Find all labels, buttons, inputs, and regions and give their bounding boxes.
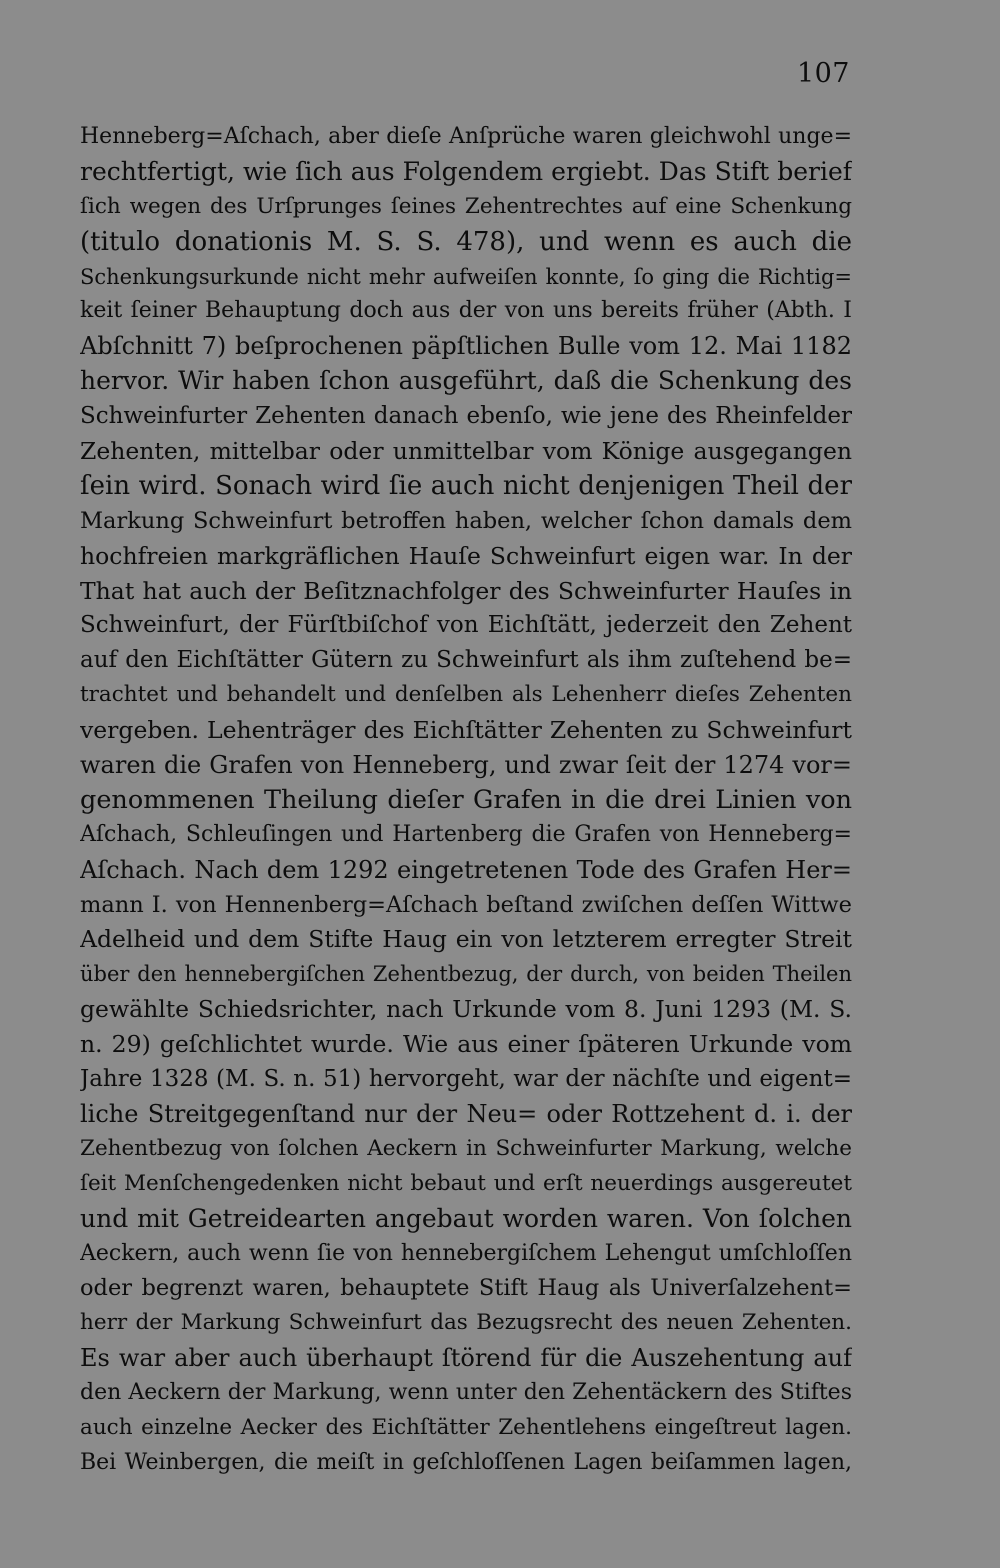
text-line: Jahre 1328 (M. S. n. 51) hervorgeht, war der nächſte und eigent= (80, 1066, 852, 1093)
text-line: Aſchach, Schleuſingen und Hartenberg die Grafen von Henneberg= (80, 821, 852, 847)
text-line: und mit Getreidearten angebaut worden waren. Von ſolchen (80, 1203, 852, 1233)
text-line: That hat auch der Beſitznachfolger des Schweinfurter Hauſes in (80, 576, 852, 605)
text-line: hervor. Wir haben ſchon ausgeführt, daß die Schenkung des (80, 366, 852, 396)
text-line: auf den Eichſtätter Gütern zu Schweinfurt als ihm zuſtehend be= (80, 647, 852, 674)
text-line: Zehentbezug von ſolchen Aeckern in Schweinfurter Markung, welche (80, 1135, 852, 1161)
text-line: über den hennebergiſchen Zehentbezug, der durch, von beiden Theilen (80, 962, 852, 987)
text-line: rechtfertigt, wie ſich aus Folgendem ergiebt. Das Stift berief (80, 156, 852, 186)
text-line: vergeben. Lehenträger des Eichſtätter Zehenten zu Schweinfurt (80, 716, 852, 745)
text-line: gewählte Schiedsrichter, nach Urkunde vom 8. Juni 1293 (M. S. (80, 995, 852, 1024)
text-line: oder begrenzt waren, behauptete Stift Haug als Univerſalzehent= (80, 1275, 852, 1302)
text-line: waren die Grafen von Henneberg, und zwar ſeit der 1274 vor= (80, 751, 852, 780)
text-line: ſeit Menſchengedenken nicht bebaut und erſt neuerdings ausgereutet (80, 1170, 852, 1196)
text-line: genommenen Theilung dieſer Grafen in die drei Linien von (80, 784, 852, 815)
text-line: keit ſeiner Behauptung doch aus der von uns bereits früher (Abth. I (80, 298, 852, 324)
text-line: Es war aber auch überhaupt ſtörend für die Auszehentung auf (80, 1344, 852, 1373)
text-line: auch einzelne Aecker des Eichſtätter Zehentlehens eingeſtreut lagen. (80, 1414, 852, 1440)
text-line: Adelheid und dem Stifte Haug ein von letzterem erregter Streit (80, 925, 852, 954)
text-line: n. 29) geſchlichtet wurde. Wie aus einer ſpäteren Urkunde vom (80, 1030, 852, 1059)
text-line: Markung Schweinfurt betroffen haben, welcher ſchon damals dem (80, 507, 852, 534)
text-line: mann I. von Hennenberg=Aſchach beſtand zwiſchen deſſen Wittwe (80, 891, 852, 918)
text-line: Bei Weinbergen, die meiſt in geſchloſſenen Lagen beiſammen lagen, (80, 1449, 852, 1475)
text-line: herr der Markung Schweinfurt das Bezugsrecht des neuen Zehenten. (80, 1310, 852, 1336)
text-line: Abſchnitt 7) beſprochenen päpſtlichen Bulle vom 12. Mai 1182 (80, 332, 852, 361)
page-number: 107 (796, 58, 850, 89)
text-line: Schenkungsurkunde nicht mehr aufweiſen konnte, ſo ging die Richtig= (80, 264, 852, 289)
text-line: Schweinfurter Zehenten danach ebenſo, wie jene des Rheinfelder (80, 403, 852, 430)
text-line: Aeckern, auch wenn ſie von hennebergiſchem Lehengut umſchloſſen (80, 1240, 852, 1266)
text-line: Aſchach. Nach dem 1292 eingetretenen Tode des Grafen Her= (80, 855, 852, 884)
text-line: ſein wird. Sonach wird ſie auch nicht denjenigen Theil der (80, 470, 852, 501)
text-line: hochfreien markgräflichen Hauſe Schweinfurt eigen war. In der (80, 541, 852, 570)
body-text (80, 120, 852, 1481)
text-line: ſich wegen des Urſprunges ſeines Zehentrechtes auf eine Schenkung (80, 193, 852, 219)
text-line: den Aeckern der Markung, wenn unter den Zehentäckern des Stiftes (80, 1380, 852, 1406)
text-line: trachtet und behandelt und denſelben als Lehenherr dieſes Zehenten (80, 682, 852, 708)
text-line: liche Streitgegenſtand nur der Neu= oder Rottzehent d. i. der (80, 1099, 852, 1128)
text-line: Henneberg=Aſchach, aber dieſe Anſprüche waren gleichwohl unge= (80, 124, 852, 149)
text-line: Schweinfurt, der Fürſtbiſchof von Eichſtätt, jederzeit den Zehent (80, 612, 852, 639)
text-line: Zehenten, mittelbar oder unmittelbar vom Könige ausgegangen (80, 437, 852, 466)
text-line: (titulo donationis M. S. S. 478), und wenn es auch die (80, 226, 852, 257)
